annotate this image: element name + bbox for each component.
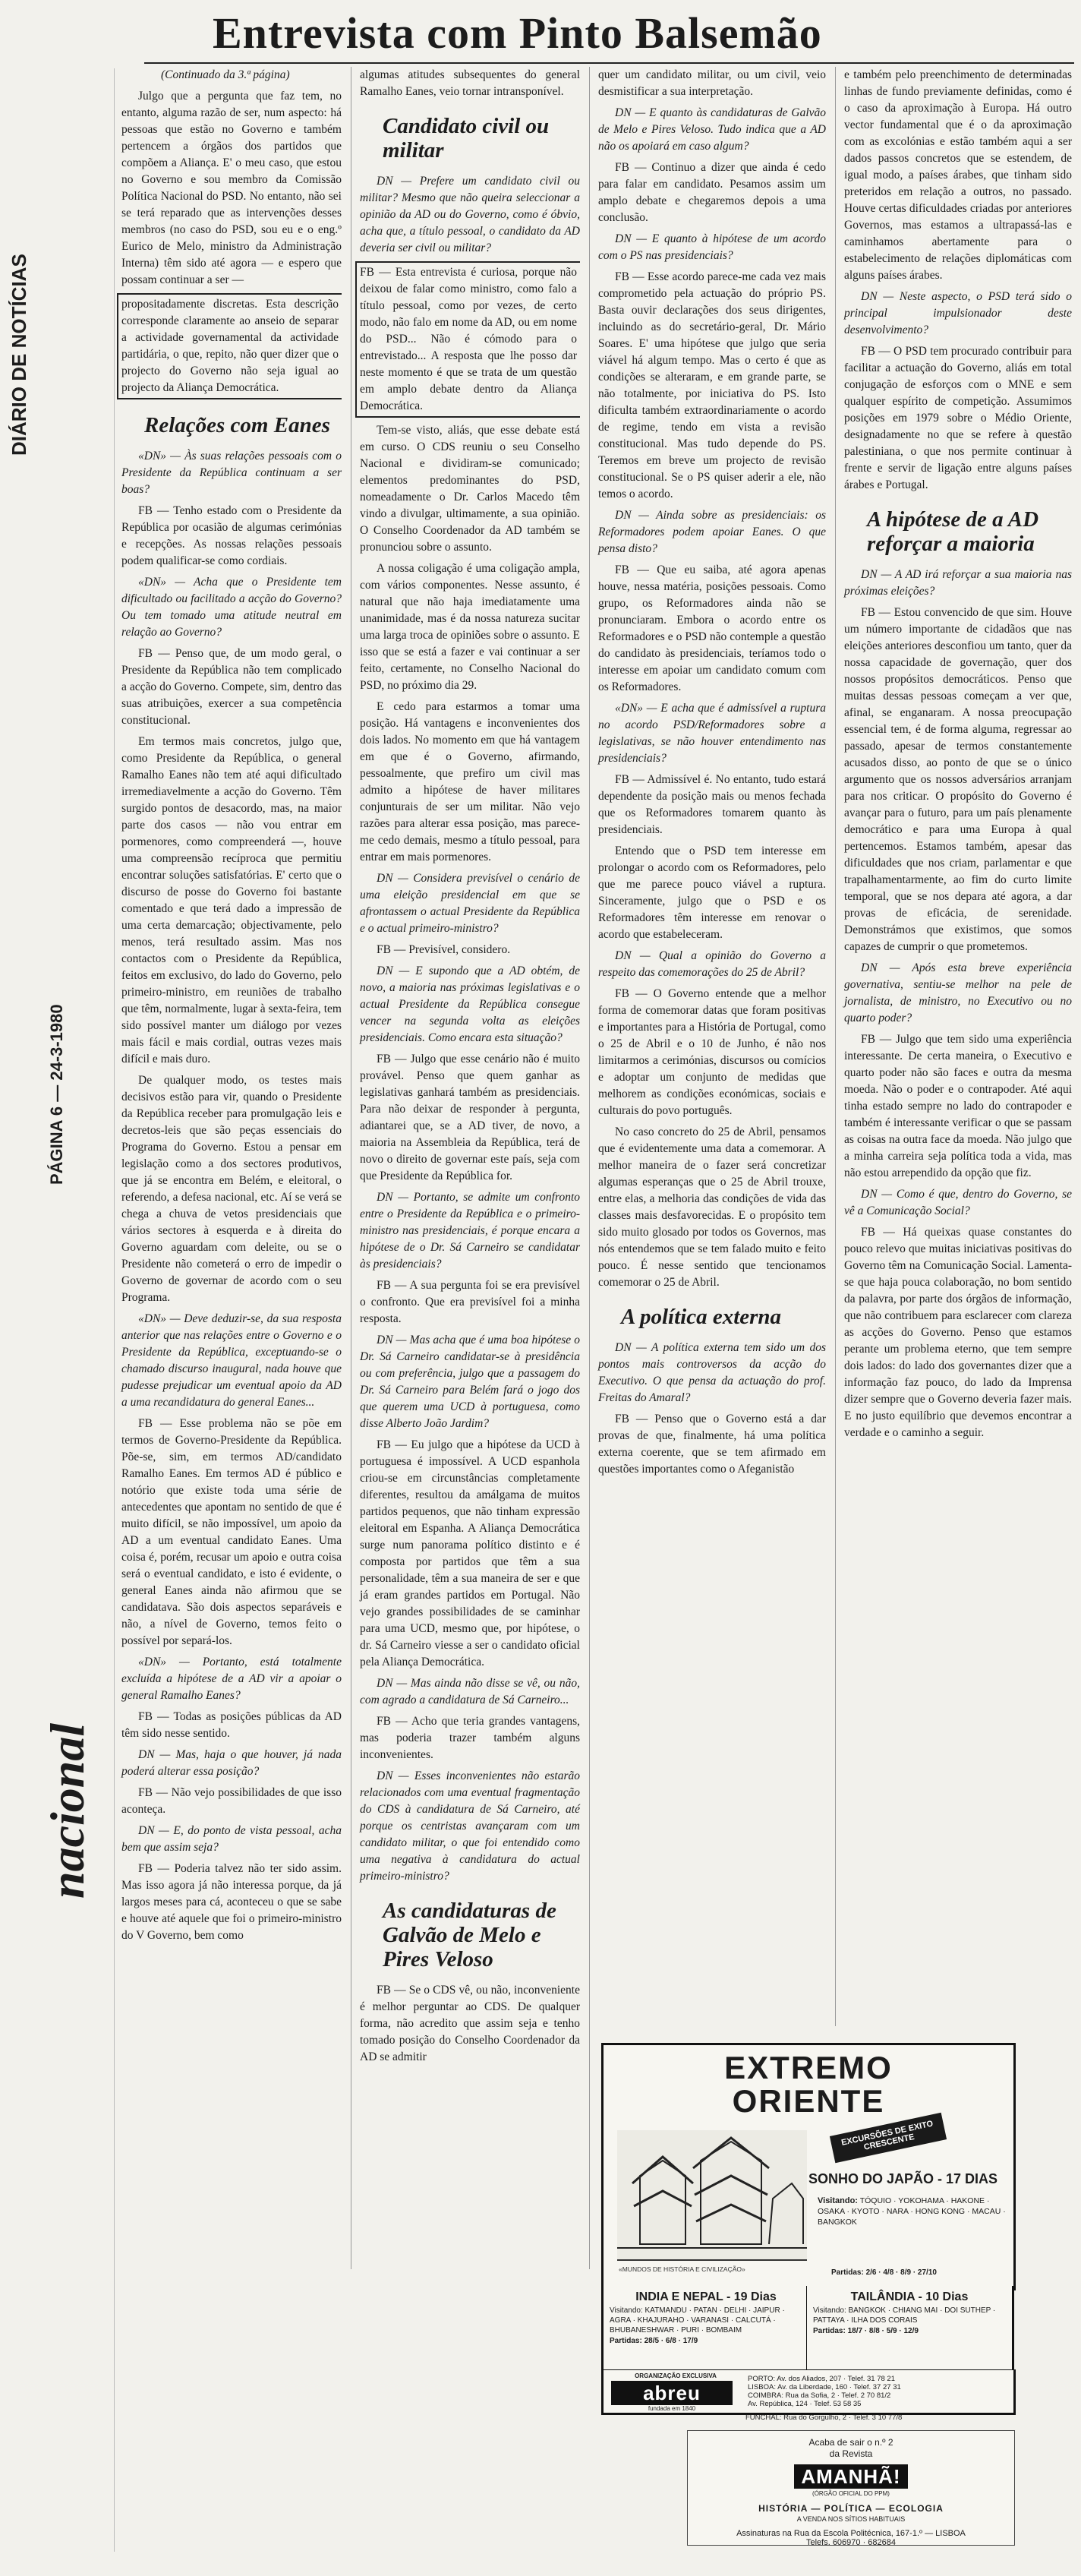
answer: FB — Se o CDS vê, ou não, inconveniente é melhor perguntar ao CDS. De qualquer forma, não acredito que assim seja e tenho tomado posição do Conselho Coordenador da AD se admitir: [360, 1984, 580, 2063]
column-4: [844, 67, 1072, 1446]
answer: FB — O PSD tem procurado contribuir para facilitar a actuação do Governo, aliás em total conjugação de esforços com o MNE e sem qualquer espírito de competição. Assumimos posições em 1979 sobre o Médio Oriente, designadamente no que se refere à questão palestiniana, o que nos permite continuar à frente e servir de ligação entre alguns países árabes e Portugal.: [844, 345, 1072, 491]
question: DN — Como é que, dentro do Governo, se vê a Comunicação Social?: [844, 1188, 1072, 1217]
answer: FB — Previsível, considero.: [377, 943, 511, 956]
organizer-label: ORGANIZAÇÃO EXCLUSIVA: [635, 2372, 717, 2379]
question: DN — E quanto à hipótese de um acordo com o PS nas presidenciais?: [598, 232, 826, 262]
answer: Em termos mais concretos, julgo que, como Presidente da República, o general Ramalho Eanes não tem até aqui dificultado irremediavelmente a acção do Governo. Têm surgido pontos de desacordo, mas, na maior parte dos casos — não vou entrar em pormenores, como compreenderá —, houve uma compreensão recíproca que permitiu encontrar soluções satisfatórias. E' certo que o discurso de posse do Governo foi bastante comentado e que terá dado a impressão de uma certa demarcação; objectivamente, pelo menos, terá resultado assim. Mas nos contactos com o Presidente da República, feitos em exclusivo, do lado do Governo, pelo primeiro-ministro, em reuniões de trabalho que têm, normalmente, lugar à sexta-feira, tem sido possível manter um diálogo por vezes mais fácil e mais cordial, outras vezes mais difícil e mais duro.: [121, 735, 342, 1065]
boxed-passage: [117, 293, 342, 399]
address-line: COIMBRA: Rua da Sofia, 2 · Telef. 2 70 81/2: [748, 2391, 891, 2400]
question: DN — Esses inconvenientes não estarão relacionados com uma eventual fragmentação do CDS à candidatura de Sá Carneiro, até porque os centristas avançaram com um candidato militar, o que foi entendido como uma negativa à candidatura do actual primeiro-ministro?: [360, 1769, 580, 1883]
answer: FB — O Governo entende que a melhor forma de comemorar datas que foram positivas e importantes para a História de Portugal, como o 25 de Abril e o 10 de Junho, é não nos limitarmos a cerimónias, discursos ou comícios e adoptar um conjunto de medidas que melhorem as condições económicas, sociais e culturais do povo português.: [598, 987, 826, 1117]
question: «DN» — Às suas relações pessoais com o Presidente da República continuam a ser boas?: [121, 450, 342, 496]
question: DN — Mas ainda não disse se vê, ou não, com agrado a candidatura de Sá Carneiro...: [360, 1677, 580, 1706]
tour-visits: Visitando: KATMANDU · PATAN · DELHI · JAIPUR · AGRA · KHAJURAHO · VARANASI · CALCUTÁ · BHUBANESHWAR · PURI · BOMBAIM: [610, 2306, 785, 2334]
subheading: A hipótese de a AD reforçar a maioria: [867, 507, 1039, 556]
section-name: nacional: [40, 1722, 94, 1899]
answer: FB — A sua pergunta foi se era previsível o confronto. Que era previsível foi a minha resposta.: [360, 1279, 580, 1325]
column-3: [598, 67, 826, 1482]
question: DN — A AD irá reforçar a sua maioria nas próximas eleições?: [844, 568, 1072, 598]
address-line: Av. República, 124 · Telef. 53 58 35: [748, 2400, 862, 2408]
ad-line-2: da Revista: [829, 2448, 873, 2459]
question: DN — A política externa tem sido um dos pontos mais controversos da acção do Executivo. O que pensa da actuação do prof. Freitas do Amaral?: [598, 1341, 826, 1404]
gutter-rule: [114, 68, 115, 2552]
answer: FB — Continuo a dizer que ainda é cedo para falar em candidato. Pesamos assim um amplo debate e chegaremos depois a uma conclusão.: [598, 161, 826, 224]
answer: FB — Penso que o Governo está a dar provas de que, finalmente, há uma política externa coerente, que se tem afirmado em questões importantes como o Afeganistão: [598, 1413, 826, 1476]
ad-thailand: [806, 2286, 1014, 2372]
answer: FB — Eu julgo que a hipótese da UCD à portuguesa é impossível. A UCD espanhola criou-se em circunstâncias completamente diferentes, resultou da amálgama de muitos partidos pequenos, que não tinham expressão eleitoral em Espanha. A Aliança Democrática surge num panorama político distinto e é composta por partidos que têm a sua personalidade, têm a sua maneira de ser e que já eram grandes partidos em Portugal. Não vejo grandes possibilidades de se caminhar para uma UCD, mesmo que, por hipótese, o dr. Sá Carneiro viesse a ser o candidato oficial pela Aliança Democrática.: [360, 1438, 580, 1668]
column-2: [360, 67, 580, 2070]
tour-departures: Partidas: 18/7 · 8/8 · 5/9 · 12/9: [813, 2327, 919, 2335]
answer: FB — Todas as posições públicas da AD têm sido nesse sentido.: [121, 1710, 342, 1740]
ad-abreu-footer: [601, 2369, 1016, 2415]
page-info: PÁGINA 6 — 24-3-1980: [47, 1004, 66, 1185]
article-headline: Entrevista com Pinto Balsemão: [213, 8, 822, 58]
magazine-subscriptions: Assinaturas na Rua da Escola Politécnica, 167-1.º — LISBOA: [736, 2529, 966, 2538]
travel-advertisement: [601, 2043, 1016, 2290]
answer: FB — Tenho estado com o Presidente da República por ocasião de algumas cerimónias e recepções. As nossas relações pessoais podem qualificar-se como cordiais.: [121, 504, 342, 567]
answer: E cedo para estarmos a tomar uma posição. Há vantagens e inconvenientes dos dois lados. No momento em que há vantagem em que é o Governo, afirmando, pessoalmente, que prefiro um civil mas admito a hipótese de haver militares conjunturais de ser um militar. Não vejo razões para alterar essa posição, mas parece-me cedo demais, mesmo a título pessoal, para entrar em mais pormenores.: [360, 700, 580, 863]
answer: FB — Esse problema não se põe em termos de Governo-Presidente da República. Põe-se, sim, em termos AD/candidato Ramalho Eanes. Em termos AD é público e notório que existe toda uma série de antecedentes que apontam no sentido de que é muito difícil, se não impossível, um apoio da AD a um eventual candidato Eanes. Uma coisa é, porém, recusar um apoio e outra coisa será o eventual candidato, e isto é evidente, o general Eanes ainda não afirmou que se candidatava. São dois aspectos separáveis e não, a nível de Governo, temos feito o possível por separá-los.: [121, 1417, 342, 1647]
address-line: LISBOA: Av. da Liberdade, 160 · Telef. 37 27 31: [748, 2383, 901, 2391]
answer: De qualquer modo, os testes mais decisivos estão para vir, quando o Presidente da República receber para promulgação leis e decretos-leis que são peças essenciais do Programa do Governo. Estou a pensar em legislação como a dos sectores produtivos, que já se encontra em Belém, e eleitoral, o referendo, a defesa nacional, etc. Aí se verá se chega a chuva de vetos presidenciais que vários sectores à esquerda e à direita do Governo aguardam com deleite, ou se o Presidente não cometerá o erro de impedir o Governo de governar de acordo com o seu Programa.: [121, 1074, 342, 1304]
question: DN — E quanto às candidaturas de Galvão de Melo e Pires Veloso. Tudo indica que a AD não os apoiará em caso algum?: [598, 106, 826, 153]
question: DN — Prefere um candidato civil ou militar? Mesmo que não queira seleccionar a opinião da AD ou do Governo, como é óbvio, acha que, a título pessoal, o candidato da AD deveria ser civil ou militar?: [360, 175, 580, 254]
paragraph: quer um candidato militar, ou um civil, veio desmistificar a sua interpretação.: [598, 68, 826, 98]
paragraph: e também pelo preenchimento de determinadas linhas de fundo previamente definidas, como é o caso da aproximação à Europa. Há outro vector fundamental que é o da aproximação com as excolónias e estão também aqui a ser dados passos concretos que se estendem, de igual modo, a países árabes, que tinham sido preteridos em relação a outros, no passado. Houve certas dificuldades criadas por anteriores Governos, mas estamos a ultrapassá-las e caminhamos abertamente para o estabelecimento de relações diplomáticas com alguns países árabes.: [844, 68, 1072, 282]
abreu-logo: abreu: [611, 2381, 733, 2405]
question: DN — Mas acha que é uma boa hipótese o Dr. Sá Carneiro candidatar-se à presidência ou com preferência, julgo que a passagem do Dr. Sá Carneiro para Belém fará o jogo dos que querem uma UCD à portuguesa, como disse Alberto João Jardim?: [360, 1334, 580, 1430]
answer: FB — Estou convencido de que sim. Houve um número importante de cidadãos que nas eleições anteriores desconfiou um tanto, quer da nossa capacidade de governação, quer dos nossos propósitos democráticos. Penso que muitas dessas pessoas começam a ver que, afinal, se enganaram. A nossa preocupação essencial tem, é de forma alguma, regressar ao passado, apesar de termos constantemente acusados disso, ao ponto de que se o único argumento que os nossos adversários arranjam para nos criticar. O propósito do Governo é avançar para o futuro, para um país plenamente democrático e para uma Europa à qual pertencemos. Estamos também, apesar das dificuldades que nos criam, parlamentar e que trapalhamentarmente, ao fim do curto limite temporal, que se nos depara até agora, a dar provas de eficácia, de serenidade. Demonstrámos que existimos, que somos capazes de cumprir o que prometemos.: [844, 606, 1072, 953]
question: DN — Portanto, se admite um confronto entre o Presidente da República e o primeiro-ministro nas presidenciais, é porque encara a hipótese de o Dr. Sá Carneiro se candidatar às presidenciais?: [360, 1191, 580, 1271]
tour-title: SONHO DO JAPÃO - 17 DIAS: [808, 2171, 998, 2186]
pagoda-illustration: [617, 2130, 807, 2261]
subheading: As candidaturas de Galvão de Melo e Pires Veloso: [383, 1899, 556, 1971]
magazine-subtitle: (ÓRGÃO OFICIAL DO PPM): [812, 2490, 890, 2497]
question: DN — Neste aspecto, o PSD terá sido o principal impulsionador deste desenvolvimento?: [844, 290, 1072, 336]
question: DN — Ainda sobre as presidenciais: os Reformadores podem apoiar Eanes. O que pensa disto?: [598, 509, 826, 555]
answer: FB — Poderia talvez não ter sido assim. Mas isso agora já não interessa porque, da já largos meses para cá, aconteceu o que se sabe e houve até aquele que foi o primeiro-ministro do V Governo, bem como: [121, 1862, 342, 1942]
question: «DN» — E acha que é admissível a ruptura no acordo PSD/Reformadores sobre a legislativas, se não houver entendimento nas presidenciais?: [598, 702, 826, 765]
magazine-topics: HISTÓRIA — POLÍTICA — ECOLOGIA: [758, 2503, 944, 2514]
answer: FB — Penso que, de um modo geral, o Presidente da República não tem complicado a acção do Governo. Compete, sim, dentro das suas atribuições, exercer a sua competência constitucional.: [121, 647, 342, 727]
question: «DN» — Portanto, está totalmente excluída a hipótese de a AD vir a apoiar o general Ramalho Eanes?: [121, 1656, 342, 1702]
magazine-advertisement: [687, 2430, 1015, 2546]
tour-title: TAILÂNDIA - 10 Dias: [850, 2290, 969, 2303]
address-line: PORTO: Av. dos Aliados, 207 · Telef. 31 78 21: [748, 2375, 895, 2383]
newspaper-name: DIÁRIO DE NOTÍCIAS: [8, 254, 30, 456]
question: «DN» — Deve deduzir-se, da sua resposta anterior que nas relações entre o Governo e o Presidente da República, exceptuando-se o chamado discurso inaugural, nada houve que pudesse prejudicar um eventual apoio da AD a uma recandidatura do general Eanes...: [121, 1312, 342, 1409]
answer: FB — Acho que teria grandes vantagens, mas poderia trazer também alguns inconvenientes.: [360, 1715, 580, 1761]
answer: FB — Não vejo possibilidades de que isso aconteça.: [121, 1786, 342, 1816]
question: DN — Após esta breve experiência governativa, sentiu-se melhor na pele de jornalista, de ministro, no Executivo ou no quarto poder?: [844, 961, 1072, 1024]
visits-list: TÓQUIO · YOKOHAMA · HAKONE · OSAKA · KYOTO · NARA · HONG KONG · MACAU · BANGKOK: [818, 2196, 1006, 2227]
subheading: A política externa: [621, 1305, 782, 1329]
agency-addresses: [748, 2375, 1006, 2408]
ad-india-nepal: [601, 2286, 811, 2372]
answer: A nossa coligação é uma coligação ampla, com vários componentes. Nesse assunto, é natural que não haja imediatamente uma unanimidade, mas é da nossa natureza sucitar uma larga troca de opiniões sobre o assunto. E isso que se está a fazer e vai continuar a ser feito, certamente, no Conselho Nacional do PSD, no próximo dia 29.: [360, 562, 580, 692]
tour-visits: [818, 2196, 1007, 2227]
answer: FB — Esse acordo parece-me cada vez mais comprometido pela actuação do próprio PS. Basta ouvir declarações dos seus dirigentes, incluindo as do secretário-geral, Dr. Mário Soares. E' uma hipótese que julgo que seria viável há algum tempo. Mas o certo é que as condições se alteraram, e em grande parte, se não totalmente, por iniciativa do PS. Isto dificulta também extraordinariamente o acordo de regime, tendo em vista a revisão constitucional. Mas tudo depende do PS. Teremos em breve um projecto de revisão constitucional. Se o PS quiser aderir a ele, não temos o acordo.: [598, 270, 826, 500]
column-rule: [835, 67, 836, 2026]
question: DN — Considera previsível o cenário de uma eleição presidencial em que se afrontassem o actual Presidente da República e o actual primeiro-ministro?: [360, 872, 580, 935]
paragraph: propositadamente discretas. Esta descrição corresponde claramente ao anseio de separar a actividade governamental da actividade partidária, o que, repito, não quer dizer que o projecto do Governo não seja igual ao projecto da Aliança Democrática.: [121, 298, 339, 394]
ad-line-1: Acaba de sair o n.º 2: [808, 2437, 893, 2448]
magazine-phones: Telefs. 606970 · 682684: [805, 2538, 897, 2547]
visits-label: Visitando:: [818, 2196, 858, 2205]
column-1: [121, 67, 342, 1949]
headline-rule: [144, 62, 1074, 64]
question: DN — Qual a opinião do Governo a respeito das comemorações do 25 de Abril?: [598, 949, 826, 979]
answer: FB — Há queixas quase constantes do pouco relevo que muitas iniciativas positivas do Governo têm na Comunicação Social. Lamenta-se que haja pouca colaboração, no bom sentido da palavra, por parte dos órgãos de informação, que não contribuem para esclarecer com clareza as acções do Governo. Penso que estamos perante um problema eterno, que tem sempre dois lados: do lado dos governantes dizer que a informação faz pouco, do lado da Imprensa dizer sempre que o Governo deveria fazer mais. E no justo equilíbrio que devemos encontrar a verdade e o caminho a seguir.: [844, 1226, 1072, 1439]
answer: Tem-se visto, aliás, que esse debate está em curso. O CDS reuniu o seu Conselho Nacional e dividiram-se comunicado; elementos predominantes do PSD, nomeadamente o Dr. Carlos Macedo têm vindo a divulgar, ultimamente, a sua opinião. O Conselho Coordenador da AD também se pronunciou sobre o assunto.: [360, 424, 580, 554]
answer: FB — Esta entrevista é curiosa, porque não deixou de falar como ministro, como falo a título pessoal, como por vezes, de certo modo, não falo em nome da AD, ou em nome do PSD... Não é cómodo para o entrevistado... A resposta que lhe posso dar neste momento é que se trata de um questão em amplo debate dentro da Aliança Democrática.: [360, 266, 577, 412]
answer: FB — Que eu saiba, até agora apenas houve, nessa matéria, posições pessoais. Como grupo, os Reformadores ainda não se pronunciaram. Embora o acordo entre os Reformadores e o PSD não contemple a questão do candidato às presidenciais, teríamos todo o interesse em apoiar um candidato comum com os Reformadores.: [598, 564, 826, 693]
answer: No caso concreto do 25 de Abril, pensamos que é evidentemente uma data a comemorar. A melhor maneira de o fazer será concretizar algumas esperanças que o 25 de Abril trouxe, entre elas, a melhoria das condições de vida das classes mais desfavorecidas. E o propósito tem sido muito glosado por todos os Governos, mas nós entendemos que se tem falado muito e feito pouco. É nesse sentido que tencionamos comemorar o 25 de Abril.: [598, 1125, 826, 1289]
ad-title: [604, 2051, 1013, 2118]
question: DN — Mas, haja o que houver, já nada poderá alterar essa posição?: [121, 1748, 342, 1778]
subheading: Relações com Eanes: [144, 413, 330, 437]
tour-departures: Partidas: 28/5 · 6/8 · 17/9: [610, 2337, 698, 2345]
magazine-sale: A VENDA NOS SÍTIOS HABITUAIS: [796, 2515, 906, 2523]
paragraph: Julgo que a pergunta que faz tem, no entanto, alguma razão de ser, num aspecto: há pessoas que estão no Governo e também pertencem a órgãos dos partidos que compõem a Aliança. E' o meu caso, que estou no Governo e sou membro da Comissão Política Nacional do PSD. No entanto, não sei se terá reparado que as intervenções desses membros (no caso do PSD, sou eu e o eng.º Eurico de Melo, ministro da Administração Interna) têm sido até agora — e espero que possam continuar a ser —: [121, 90, 342, 286]
question: «DN» — Acha que o Presidente tem dificultado ou facilitado a acção do Governo? Ou tem tomado uma atitude neutral em relação ao Governo?: [121, 576, 342, 639]
ad-badge: EXCURSÕES DE EXITO CRESCENTE: [830, 2113, 947, 2163]
tour-title: INDIA E NEPAL - 19 Dias: [635, 2290, 777, 2303]
ad-title-line-2: ORIENTE: [732, 2083, 885, 2119]
question: DN — E supondo que a AD obtém, de novo, a maioria nas próximas legislativas e o actual Presidente da República consegue vencer na segunda volta as eleições presidenciais. Como encara esta situação?: [360, 964, 580, 1044]
continued-note: (Continuado da 3.ª página): [161, 68, 290, 81]
abreu-since: fundada em 1840: [648, 2405, 696, 2412]
subheading: Candidato civil ou militar: [383, 114, 550, 163]
answer: Entendo que o PSD tem interesse em prolongar o acordo com os Reformadores, pelo que me parece pouco viável a ruptura. Sinceramente, julgo que o PSD e os Reformadores têm interesse em renovar o acordo que estabeleceram.: [598, 844, 826, 941]
tour-visits: Visitando: BANGKOK · CHIANG MAI · DOI SUTHEP · PATTAYA · ILHA DOS CORAIS: [813, 2306, 996, 2325]
ad-line: [688, 2437, 1014, 2460]
paragraph: algumas atitudes subsequentes do general Ramalho Eanes, veio tornar intransponível.: [360, 68, 580, 98]
answer: FB — Julgo que esse cenário não é muito provável. Penso que quem ganhar as legislativas ganhará também as presidenciais. Para não deixar de responder à pergunta, adiantarei que, se a AD tiver, de novo, a maioria na Assembleia da República, terá de novo o direito de governar este país, seja com que Presidente da República for.: [360, 1053, 580, 1182]
address-line: FUNCHAL: Rua do Gorgulho, 2 · Telef. 3 10 77/8: [745, 2413, 903, 2422]
ad-caption: «MUNDOS DE HISTÓRIA E CIVILIZAÇÃO»: [619, 2265, 745, 2273]
amanha-logo: AMANHÃ!: [794, 2464, 908, 2489]
boxed-passage: [355, 261, 580, 418]
tour-departures: Partidas: 2/6 · 4/8 · 8/9 · 27/10: [831, 2268, 937, 2277]
question: DN — E, do ponto de vista pessoal, acha bem que assim seja?: [121, 1824, 342, 1854]
ad-title-line-1: EXTREMO: [724, 2050, 893, 2085]
answer: FB — Admissível é. No entanto, tudo estará dependente da posição mais ou menos fechada que os Reformadores tomarem quanto às presidenciais.: [598, 773, 826, 836]
column-rule: [589, 67, 590, 2269]
answer: FB — Julgo que tem sido uma experiência interessante. De certa maneira, o Executivo e quarto poder não são faces e outra da mesma moeda. Não o poder e o contrapoder. Até aqui tinha estado sempre no lado do contrapoder e também é interessante verificar o que se passam as coisas na outra face da moeda. Não julgo que a minha carreira seja política toda a vida, mas não estou arrependido da opção que fiz.: [844, 1033, 1072, 1179]
